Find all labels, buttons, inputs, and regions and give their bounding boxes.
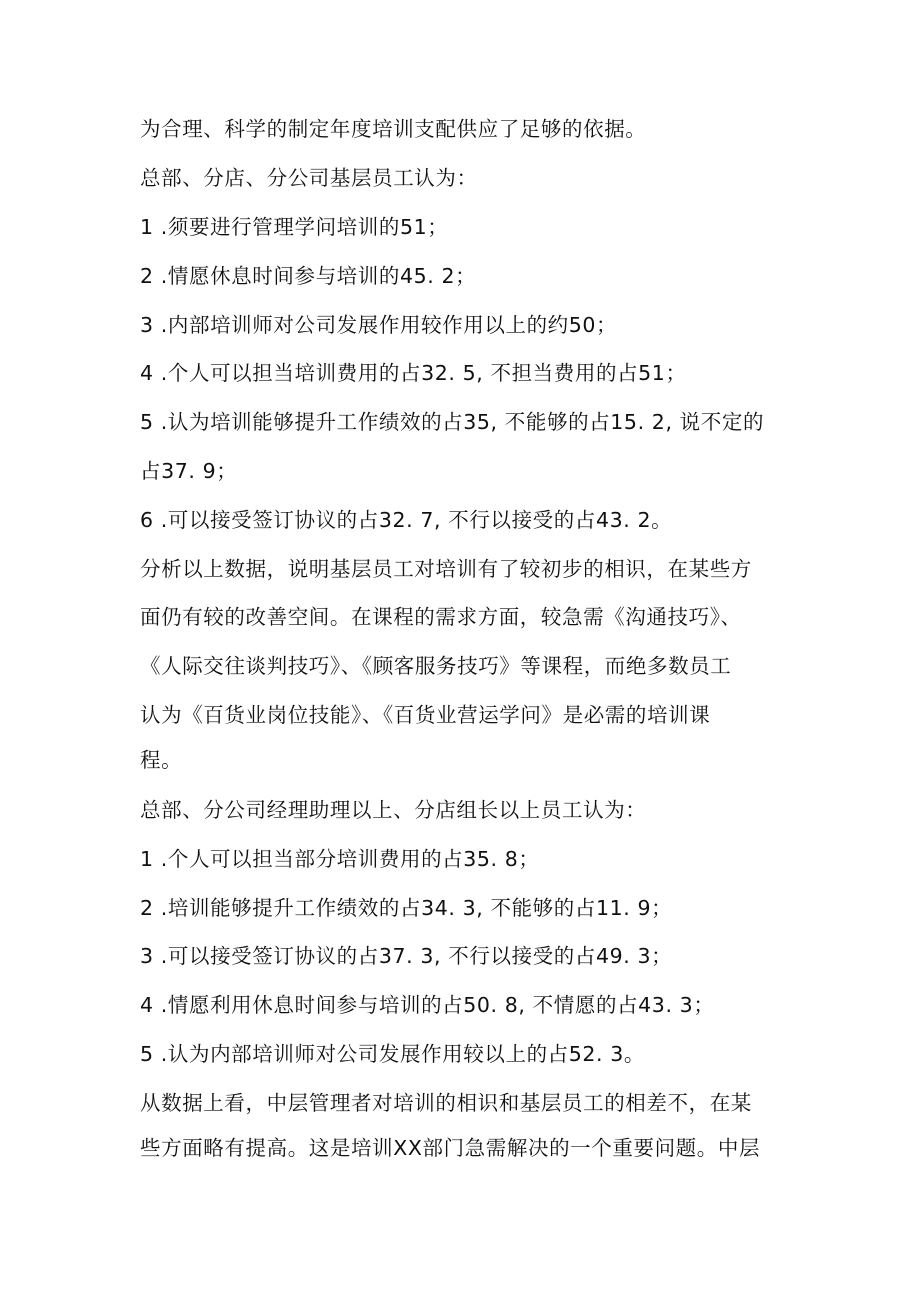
paragraph-line: 认为《百货业岗位技能》、《百货业营运学问》是必需的培训课 xyxy=(140,703,711,727)
section-heading: 总部、分公司经理助理以上、分店组长以上员工认为： xyxy=(140,798,647,822)
list-item: 3 .可以接受签订协议的占37. 3, 不行以接受的占49. 3； xyxy=(140,944,673,968)
paragraph-line: 程。 xyxy=(140,748,183,772)
list-item: 4 .个人可以担当培训费用的占32. 5, 不担当费用的占51； xyxy=(140,361,687,385)
list-item: 4 .情愿利用休息时间参与培训的占50. 8, 不情愿的占43. 3； xyxy=(140,993,715,1017)
paragraph-line: 为合理、科学的制定年度培训支配供应了足够的依据。 xyxy=(140,117,647,141)
list-item-continuation: 占37. 9； xyxy=(140,459,238,483)
list-item: 3 .内部培训师对公司发展作用较作用以上的约50； xyxy=(140,313,618,337)
paragraph-line: 从数据上看，中层管理者对培训的相识和基层员工的相差不，在某 xyxy=(140,1091,752,1115)
paragraph-line: 些方面略有提高。这是培训XX部门急需解决的一个重要问题。中层 xyxy=(140,1136,761,1160)
list-item: 5 .认为内部培训师对公司发展作用较以上的占52. 3。 xyxy=(140,1042,646,1066)
paragraph-line: 《人际交往谈判技巧》、《顾客服务技巧》等课程，而绝多数员工 xyxy=(140,654,732,678)
paragraph-line: 面仍有较的改善空间。在课程的需求方面，较急需《沟通技巧》、 xyxy=(140,605,742,629)
section-heading: 总部、分店、分公司基层员工认为： xyxy=(140,166,478,190)
list-item: 6 .可以接受签订协议的占32. 7, 不行以接受的占43. 2。 xyxy=(140,508,673,532)
list-item: 2 .情愿休息时间参与培训的45. 2； xyxy=(140,264,477,288)
list-item: 1 .个人可以担当部分培训费用的占35. 8； xyxy=(140,847,540,871)
list-item: 2 .培训能够提升工作绩效的占34. 3, 不能够的占11. 9； xyxy=(140,896,673,920)
list-item: 5 .认为培训能够提升工作绩效的占35, 不能够的占15. 2, 说不定的 xyxy=(140,410,765,434)
list-item: 1 .须要进行管理学问培训的51； xyxy=(140,215,449,239)
paragraph-line: 分析以上数据，说明基层员工对培训有了较初步的相识，在某些方 xyxy=(140,557,752,581)
